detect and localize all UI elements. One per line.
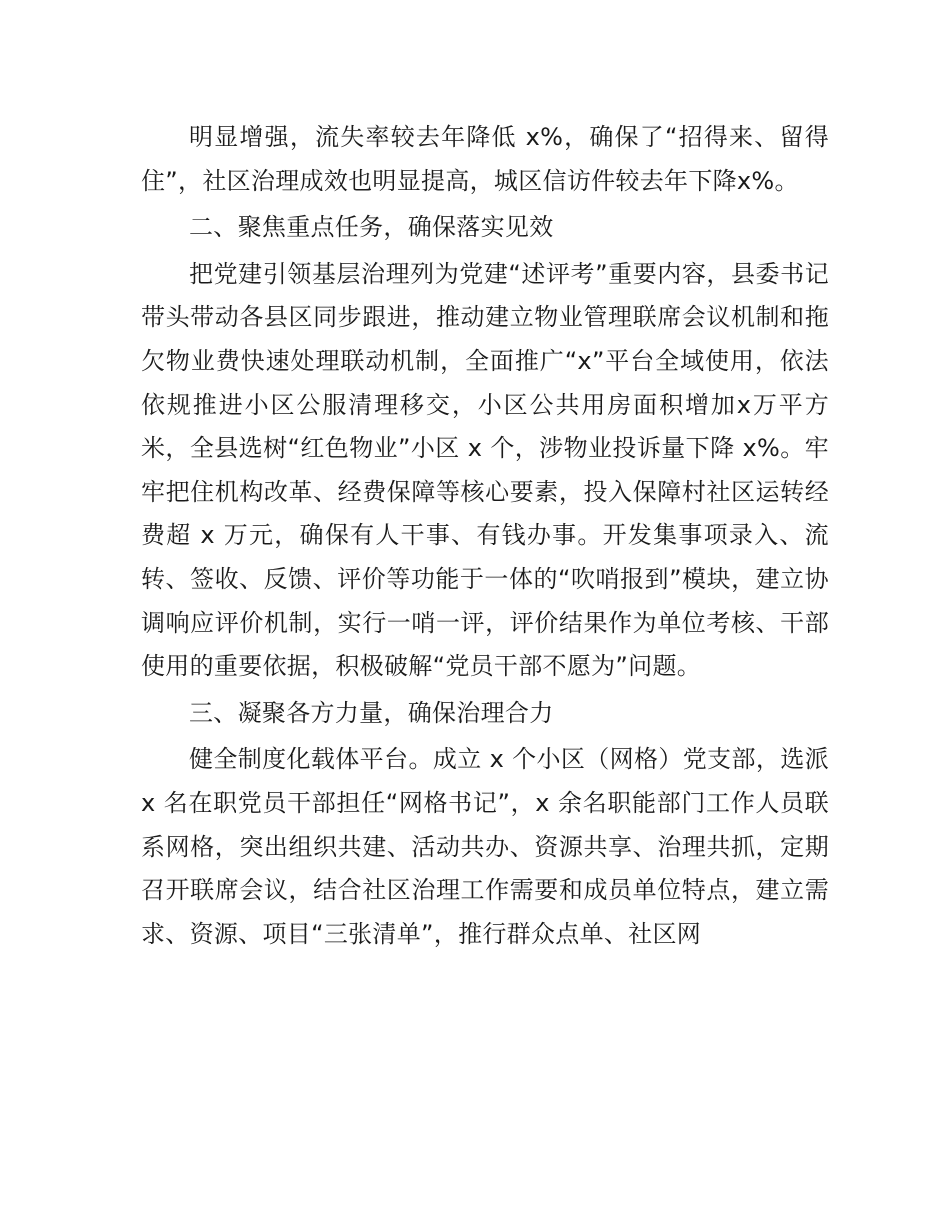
body-paragraph: 明显增强，流失率较去年降低 x%，确保了“招得来、留得住”，社区治理成效也明显提高，城区信访件较去年下降x%。: [141, 123, 829, 195]
section-heading: 二、聚焦重点任务，确保落实见效: [189, 213, 554, 242]
body-paragraph: 把党建引领基层治理列为党建“述评考”重要内容，县委书记带头带动各县区同步跟进，推动建立物业管理联席会议机制和拖欠物业费快速处理联动机制，全面推广“x”平台全域使用，依法依规推进小区公服清理移交，小区公共用房面积增加x万平方米，全县选树“红色物业”小区 x 个，涉物业投诉量下降 x%。牢牢把住机构改革、经费保障等核心要素，投入保障村社区运转经费超 x 万元，确保有人干事、有钱办事。开发集事项录入、流转、签收、反馈、评价等功能于一体的“吹哨报到”模块，建立协调响应评价机制，实行一哨一评，评价结果作为单位考核、干部使用的重要依据，积极破解“党员干部不愿为”问题。: [141, 259, 829, 681]
document-body: [141, 116, 829, 956]
body-paragraph: 健全制度化载体平台。成立 x 个小区（网格）党支部，选派 x 名在职党员干部担任“网格书记”，x 余名职能部门工作人员联系网格，突出组织共建、活动共办、资源共享、治理共抓，定期召开联席会议，结合社区治理工作需要和成员单位特点，建立需求、资源、项目“三张清单”，推行群众点单、社区网: [141, 745, 829, 948]
section-heading: 三、凝聚各方力量，确保治理合力: [189, 698, 554, 727]
